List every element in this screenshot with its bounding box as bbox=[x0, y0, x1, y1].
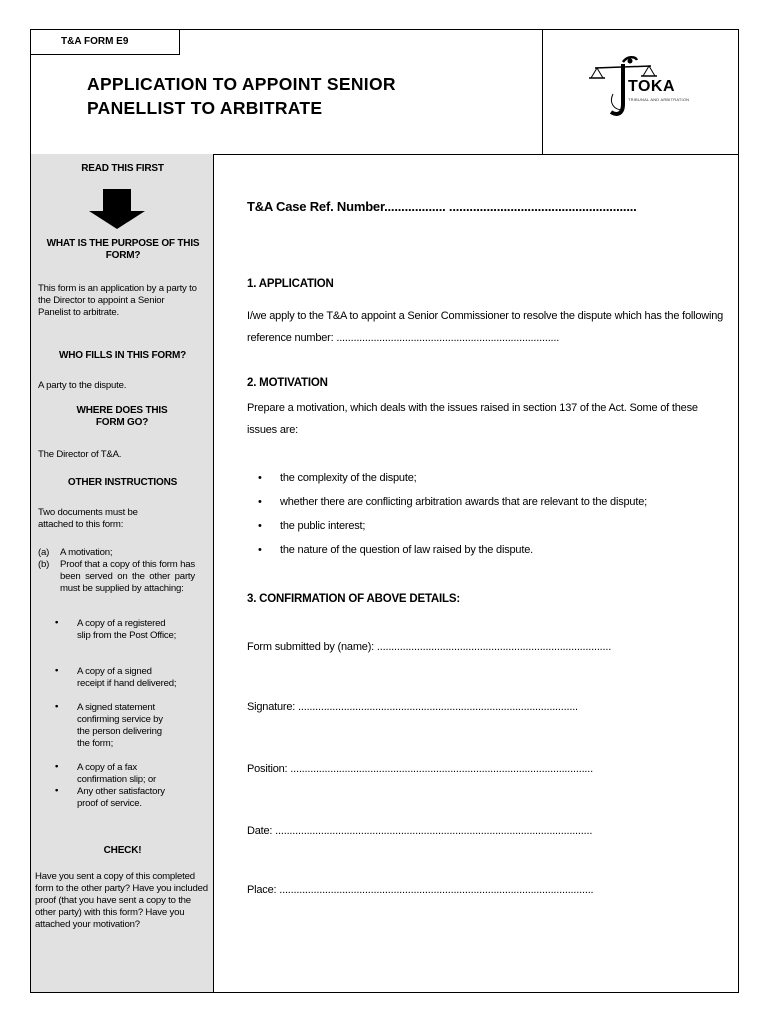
bullet-icon: • bbox=[55, 761, 59, 772]
bullet-icon: • bbox=[258, 544, 262, 556]
instructions-sidebar bbox=[31, 154, 214, 992]
section-3-heading: 3. CONFIRMATION OF ABOVE DETAILS: bbox=[247, 593, 460, 605]
purpose-heading: WHAT IS THE PURPOSE OF THIS FORM? bbox=[46, 238, 200, 261]
place-field[interactable]: Place: .............................................................................................................. bbox=[247, 884, 594, 896]
page-title bbox=[87, 72, 527, 120]
check-heading: CHECK! bbox=[103, 845, 142, 856]
bullet-icon: • bbox=[55, 665, 59, 676]
list-item bbox=[258, 496, 647, 508]
form-header bbox=[31, 30, 738, 155]
list-item-text: A motivation; bbox=[60, 547, 113, 558]
bullet-icon: • bbox=[258, 496, 262, 508]
section-1-text[interactable]: I/we apply to the T&A to appoint a Senior Commissioner to resolve the dispute which has the following reference number: .............................................................................. bbox=[247, 310, 724, 344]
purpose-text: This form is an application by a party to the Director to appoint a Senior Panelist to arbitrate. bbox=[38, 283, 197, 318]
bullet-text: A copy of a registered slip from the Post Office; bbox=[77, 618, 177, 641]
section-2-heading: 2. MOTIVATION bbox=[247, 377, 328, 389]
form-code-label: T&A FORM E9 bbox=[31, 30, 180, 55]
other-instructions-heading: OTHER INSTRUCTIONS bbox=[67, 477, 178, 488]
logo-subtext: TRIBUNAL AND ARBITRATION bbox=[628, 97, 690, 102]
bullet-text: A copy of a fax confirmation slip; or bbox=[77, 762, 156, 785]
list-item-text: Proof that a copy of this form has been served on the other party must be supplied by attaching: bbox=[60, 559, 195, 594]
other-instructions-text: Two documents must be attached to this form: bbox=[38, 507, 138, 530]
submitted-by-field[interactable]: Form submitted by (name): .................................................................................. bbox=[247, 641, 612, 653]
who-text: A party to the dispute. bbox=[38, 380, 127, 391]
case-ref-field[interactable]: T&A Case Ref. Number.................. ....................................................... bbox=[247, 199, 637, 214]
list-marker: (b) bbox=[38, 559, 50, 570]
section-1-heading: 1. APPLICATION bbox=[247, 278, 334, 290]
where-text: The Director of T&A. bbox=[38, 449, 122, 460]
form-frame bbox=[30, 29, 739, 993]
bullet-text: Any other satisfactory proof of service. bbox=[77, 786, 165, 809]
list-marker: (a) bbox=[38, 547, 50, 558]
list-item bbox=[258, 520, 365, 532]
list-item bbox=[258, 544, 533, 556]
title-line-2: PANELLIST TO ARBITRATE bbox=[87, 98, 323, 118]
issue-text: the complexity of the dispute; bbox=[280, 472, 417, 484]
logo bbox=[542, 30, 739, 154]
bullet-text: A copy of a signed receipt if hand delivered; bbox=[77, 666, 177, 689]
bullet-icon: • bbox=[55, 617, 59, 628]
bullet-icon: • bbox=[55, 701, 59, 712]
arrow-down-icon bbox=[87, 189, 147, 229]
who-heading: WHO FILLS IN THIS FORM? bbox=[58, 350, 187, 361]
read-first-heading: READ THIS FIRST bbox=[81, 163, 164, 174]
date-field[interactable]: Date: ............................................................................................................... bbox=[247, 825, 593, 837]
bullet-icon: • bbox=[258, 520, 262, 532]
bullet-icon: • bbox=[258, 472, 262, 484]
where-heading: WHERE DOES THIS FORM GO? bbox=[76, 405, 168, 428]
issue-text: the nature of the question of law raised by the dispute. bbox=[280, 544, 533, 556]
issue-text: the public interest; bbox=[280, 520, 366, 532]
position-field[interactable]: Position: .......................................................................................................... bbox=[247, 763, 593, 775]
issue-text: whether there are conflicting arbitration awards that are relevant to the dispute; bbox=[280, 496, 647, 508]
section-2-text: Prepare a motivation, which deals with the issues raised in section 137 of the Act. Some of these issues are: bbox=[247, 402, 698, 436]
bullet-text: A signed statement confirming service by the person delivering the form; bbox=[77, 702, 163, 749]
bullet-icon: • bbox=[55, 785, 59, 796]
title-line-1: APPLICATION TO APPOINT SENIOR bbox=[87, 74, 396, 94]
list-item bbox=[258, 472, 416, 484]
logo-wordmark: TOKA bbox=[628, 78, 676, 95]
signature-field[interactable]: Signature: .................................................................................................. bbox=[247, 701, 578, 713]
check-text: Have you sent a copy of this completed form to the other party? Have you included proof (that you have sent a copy to the other party) with this form? Have you attached your motivation? bbox=[35, 871, 208, 930]
